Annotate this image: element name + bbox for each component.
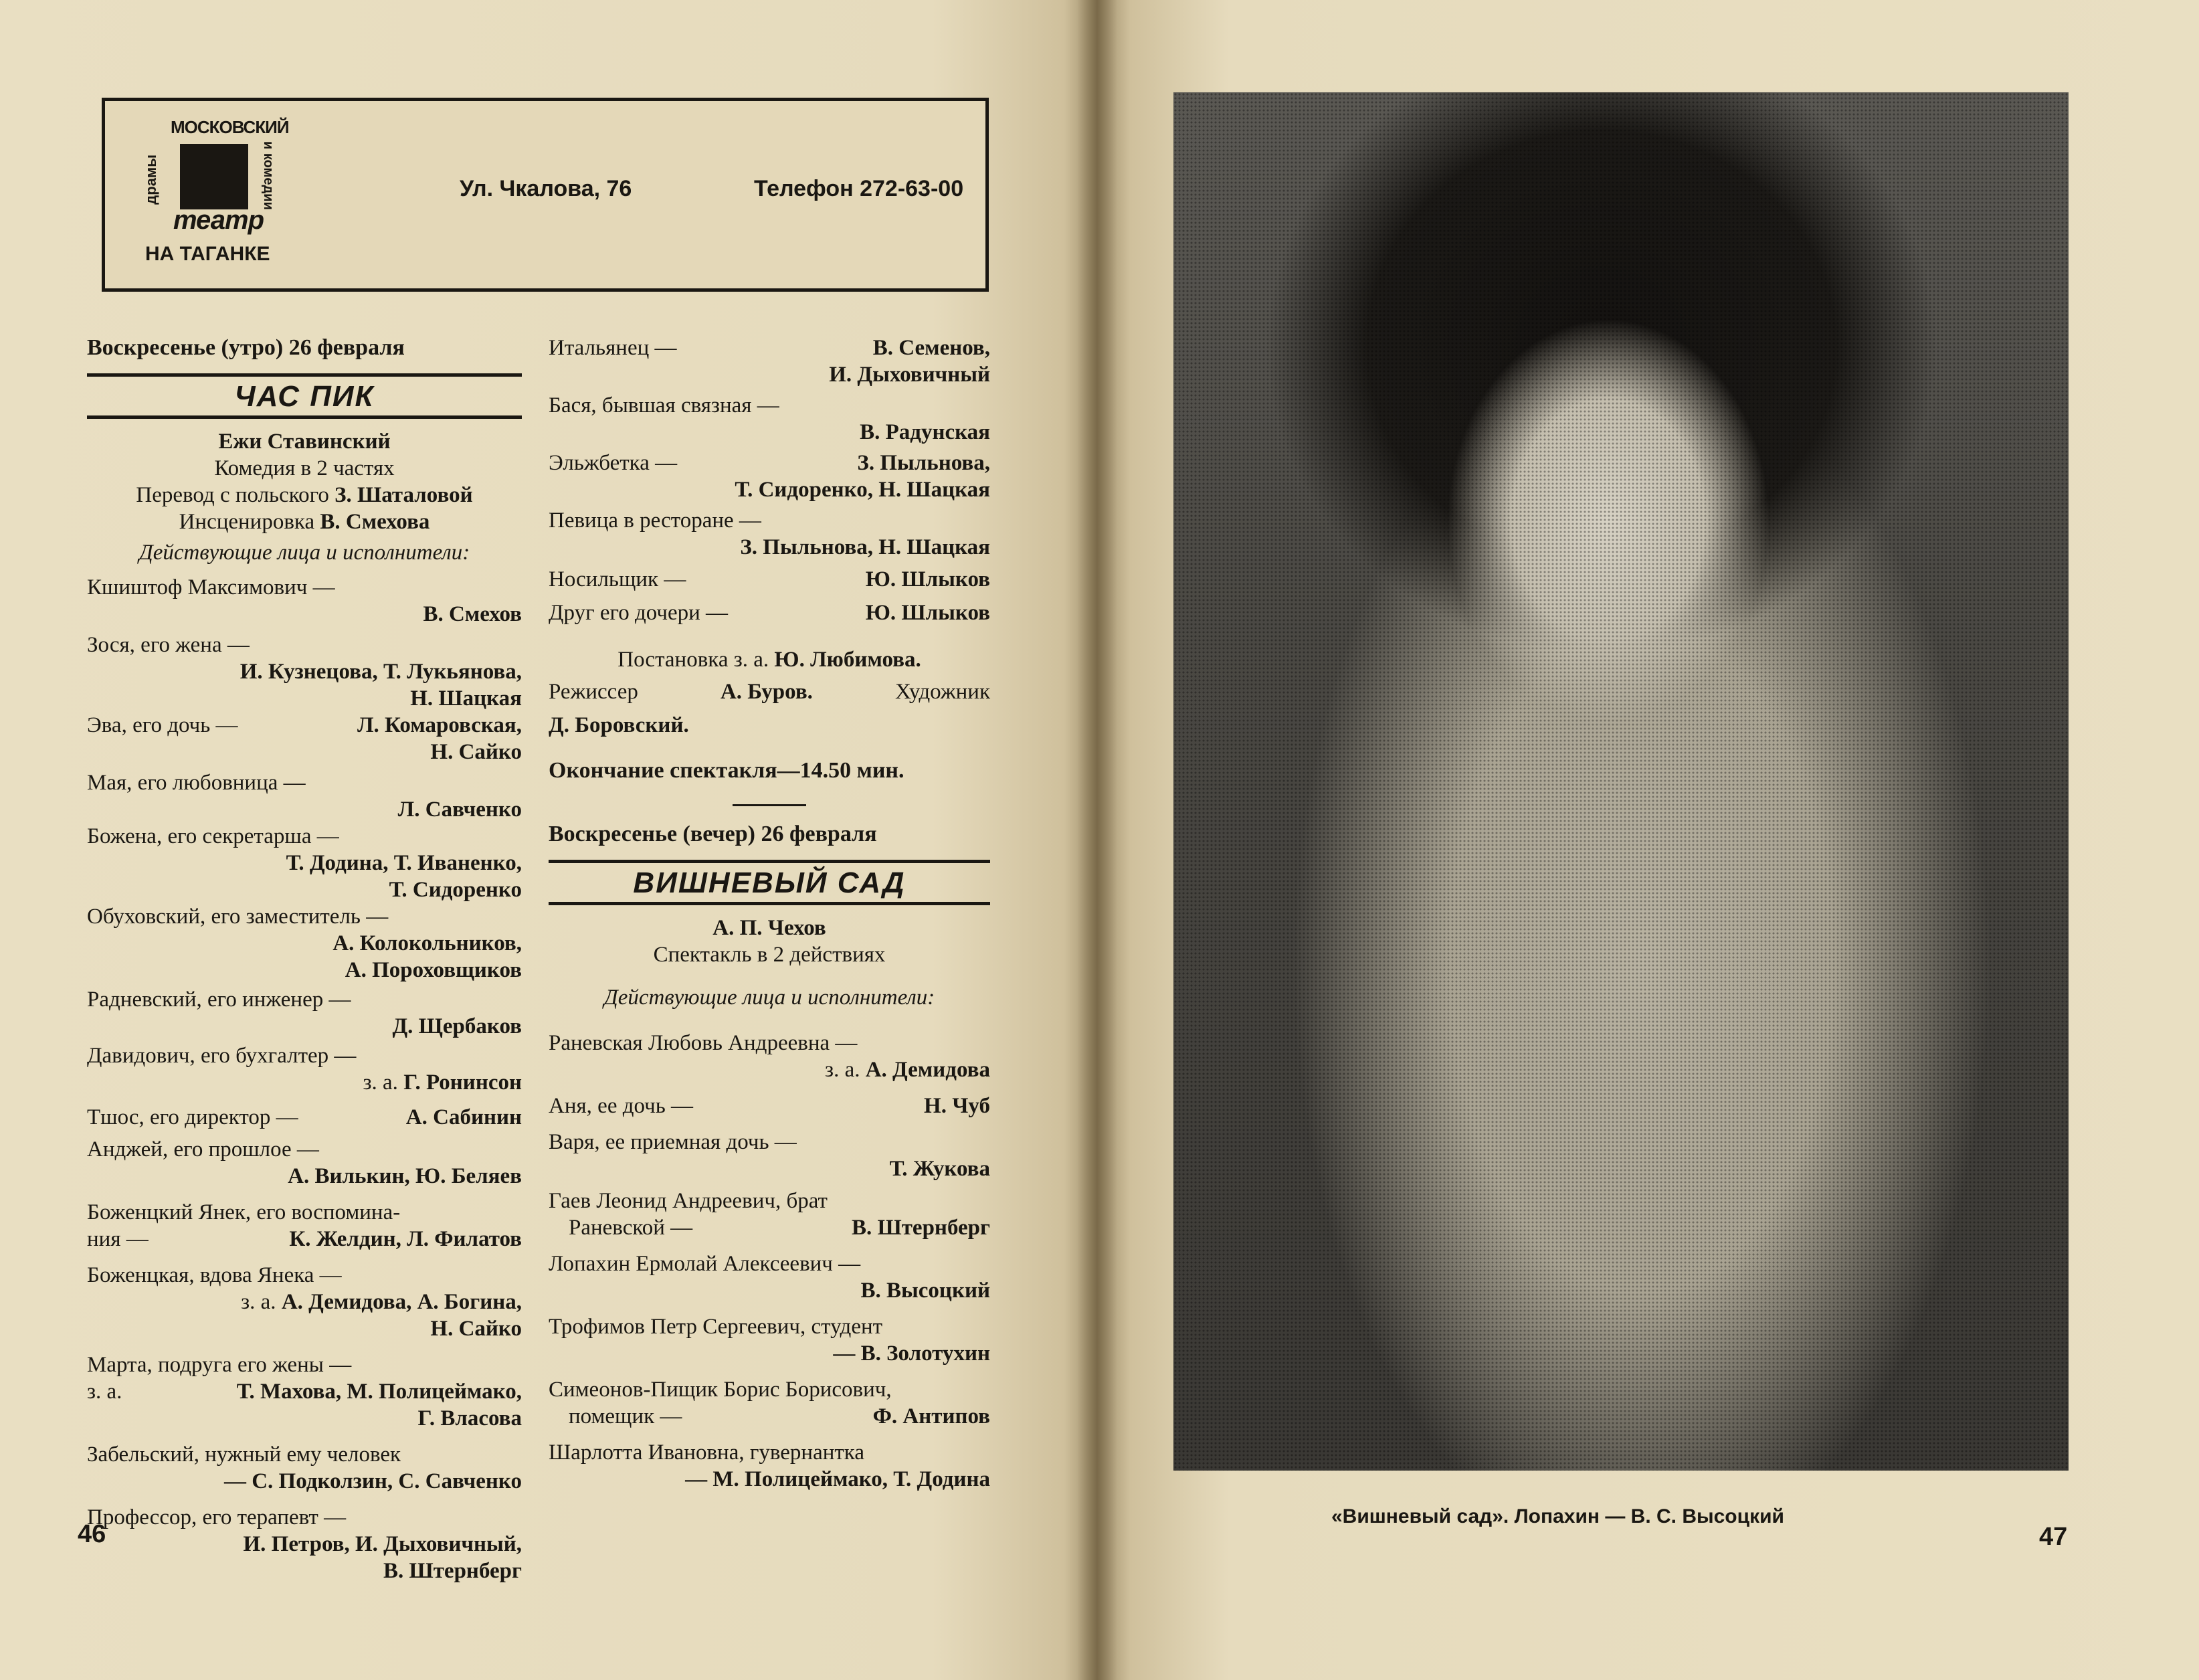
show2-cast-heading: Действующие лица и исполнители: [603, 986, 935, 1010]
cast-actor: Н. Шацкая [410, 686, 522, 711]
cast-role: Раневская Любовь Андреевна — [549, 1031, 858, 1055]
cast-actor: — В. Золотухин [833, 1341, 990, 1366]
staging-name: В. Смехова [320, 510, 430, 534]
cast-entry [549, 1250, 990, 1304]
cast-entry [549, 507, 990, 561]
artist-name: Д. Боровский. [549, 713, 689, 737]
cast-entry [87, 823, 522, 903]
cast-prefix: з. а. [241, 1290, 276, 1314]
director-label: Режиссер [549, 680, 638, 704]
cast-role: Давидович, его бухгалтер — [87, 1044, 357, 1068]
cast-entry [549, 1376, 990, 1430]
cast-role: помещик — [569, 1404, 682, 1428]
cast-actor: — М. Полицеймако, Т. Додина [685, 1467, 990, 1491]
logo-top-text: МОСКОВСКИЙ [171, 117, 289, 137]
cast-actor: И. Петров, И. Дыховичный, [243, 1532, 522, 1556]
photo-caption: «Вишневый сад». Лопахин — В. С. Высоцкий [1331, 1505, 1784, 1527]
cast-role: Эва, его дочь — [87, 713, 238, 737]
cast-actor: Т. Жукова [889, 1157, 990, 1181]
show2-genre: Спектакль в 2 действиях [653, 943, 886, 967]
show1-author: Ежи Ставинский [218, 430, 391, 454]
cast-entry [87, 574, 522, 628]
cast-actor: В. Радунская [860, 420, 990, 444]
cast-actor: А. Вилькин, Ю. Беляев [288, 1164, 522, 1188]
cast-role: Симеонов-Пищик Борис Борисович, [549, 1378, 892, 1402]
cast-entry [549, 566, 990, 593]
page-number-left: 46 [78, 1520, 106, 1548]
theatre-phone: Телефон 272-63-00 [754, 176, 964, 201]
cast-actor: А. Пороховщиков [345, 958, 522, 982]
cast-role: Гаев Леонид Андреевич, брат [549, 1189, 828, 1213]
cast-role: Боженцкая, вдова Янека — [87, 1263, 342, 1287]
cast-role: Певица в ресторане — [549, 508, 761, 533]
cast-entry [87, 1504, 522, 1584]
show1-ending: Окончание спектакля—14.50 мин. [549, 758, 904, 783]
theatre-logo [142, 117, 289, 272]
production-name: Ю. Любимова. [774, 648, 921, 672]
divider [549, 902, 990, 905]
artist-label: Художник [895, 680, 990, 704]
column-left [87, 335, 522, 1584]
cast-entry [549, 335, 990, 388]
cast-actor: Л. Савченко [397, 798, 522, 822]
cast-actor: И. Дыховичный [829, 363, 990, 387]
show1-translation [87, 482, 522, 508]
cast-actor: Н. Сайко [430, 1317, 522, 1341]
cast-entry [549, 1030, 990, 1083]
cast-entry [87, 712, 522, 765]
cast-actor: К. Желдин, Л. Филатов [289, 1227, 522, 1251]
cast-role: Раневской — [569, 1216, 693, 1240]
cast-actor: Ф. Антипов [872, 1404, 990, 1428]
cast-actor: — С. Подколзин, С. Савченко [223, 1469, 522, 1493]
cast-role: Трофимов Петр Сергеевич, студент [549, 1315, 883, 1339]
cast-actor: Л. Комаровская, [357, 713, 522, 737]
translation-name: З. Шаталовой [334, 483, 473, 507]
production-label: Постановка з. а. [617, 648, 769, 672]
cast-actor: В. Семенов, [872, 336, 990, 360]
show1-title: ЧАС ПИК [234, 380, 375, 413]
cast-entry [87, 632, 522, 712]
cast-entry [549, 450, 990, 503]
cast-prefix: з. а. [363, 1070, 398, 1095]
cast-entry [87, 1042, 522, 1096]
cast-entry [87, 903, 522, 984]
cast-role: Боженцкий Янек, его воспомина- [87, 1200, 401, 1224]
staging-label: Инсценировка [179, 510, 315, 534]
cast-role: Эльжбетка — [549, 451, 678, 475]
cast-actor: Т. Сидоренко [389, 878, 522, 902]
show2-author: А. П. Чехов [712, 916, 826, 940]
cast-role: Обуховский, его заместитель — [87, 905, 389, 929]
show1-director-line [549, 678, 990, 705]
cast-actor: Н. Сайко [430, 740, 522, 764]
cast-entry [549, 599, 990, 626]
cast-actor: Т. Сидоренко, Н. Шацкая [735, 478, 990, 502]
cast-entry [549, 1188, 990, 1241]
cast-entry [87, 1351, 522, 1432]
page-number-right: 47 [2039, 1523, 2068, 1551]
cast-actor: Ю. Шлыков [865, 567, 990, 591]
cast-entry [549, 1439, 990, 1493]
cast-role: Друг его дочери — [549, 601, 729, 625]
cast-role: Зося, его жена — [87, 633, 250, 657]
cast-actor: Г. Ронинсон [403, 1070, 522, 1095]
logo-square [180, 144, 248, 209]
cast-role: Радневский, его инженер — [87, 988, 351, 1012]
cast-role: Аня, ее дочь — [549, 1094, 694, 1118]
cast-entry [87, 1104, 522, 1131]
cast-role: Шарлотта Ивановна, гувернантка [549, 1440, 864, 1465]
column-middle [549, 335, 990, 1493]
cast-role: Анджей, его прошлое — [87, 1137, 319, 1161]
cast-role: Лопахин Ермолай Алексеевич — [549, 1252, 861, 1276]
logo-middle-text: театр [173, 205, 264, 235]
director-name: А. Буров. [720, 680, 813, 704]
cast-actor: Ю. Шлыков [865, 601, 990, 625]
cast-actor: Т. Махова, М. Полицеймако, [236, 1380, 522, 1404]
divider [87, 373, 522, 377]
cast-role: Кшиштоф Максимович — [87, 575, 335, 599]
cast-prefix: з. а. [87, 1380, 122, 1404]
cast-entry [549, 392, 990, 446]
cast-actor: А. Колокольников, [332, 931, 522, 955]
cast-entry [87, 1441, 522, 1495]
cast-actor: Т. Додина, Т. Иваненко, [286, 851, 522, 875]
cast-actor: Д. Щербаков [392, 1014, 522, 1038]
cast-actor: В. Высоцкий [860, 1279, 990, 1303]
cast-entry [549, 1129, 990, 1182]
cast-actor: В. Штернберг [383, 1559, 522, 1583]
cast-role: ния — [87, 1227, 149, 1251]
theatre-address: Ул. Чкалова, 76 [460, 176, 632, 201]
cast-actor: Г. Власова [417, 1406, 522, 1430]
cast-role: Божена, его секретарша — [87, 824, 339, 848]
cast-prefix: з. а. [825, 1058, 860, 1082]
cast-entry [87, 1136, 522, 1190]
cast-entry [549, 1313, 990, 1367]
cast-actor: А. Демидова, А. Богина, [281, 1290, 522, 1314]
cast-entry [87, 1199, 522, 1252]
halftone-texture [1173, 92, 2069, 1471]
short-divider [733, 804, 806, 806]
book-gutter [1077, 0, 1117, 1680]
translation-label: Перевод с польского [136, 483, 329, 507]
portrait-photo [1173, 92, 2069, 1471]
cast-role: Мая, его любовница — [87, 771, 306, 795]
divider [549, 860, 990, 863]
cast-actor: З. Пыльнова, Н. Шацкая [740, 535, 990, 559]
cast-actor: А. Демидова [865, 1058, 990, 1082]
logo-left-text: драмы [142, 155, 159, 205]
show1-staging [87, 508, 522, 535]
show1-genre: Комедия в 2 частях [214, 456, 395, 480]
cast-actor: Н. Чуб [924, 1094, 990, 1118]
cast-entry [549, 1093, 990, 1119]
cast-role: Забельский, нужный ему человек [87, 1442, 401, 1467]
show2-title: ВИШНЕВЫЙ САД [633, 866, 906, 899]
logo-right-text: и комедии [261, 141, 276, 210]
cast-actor: А. Сабинин [405, 1105, 522, 1129]
show1-production [549, 646, 990, 673]
cast-actor: В. Смехов [423, 602, 522, 626]
theatre-header [102, 98, 989, 292]
show1-date: Воскресенье (утро) 26 февраля [87, 335, 405, 360]
cast-role: Тшос, его директор — [87, 1105, 298, 1129]
cast-actor: З. Пыльнова, [857, 451, 990, 475]
divider [87, 415, 522, 419]
cast-actor: В. Штернберг [851, 1216, 990, 1240]
show2-date: Воскресенье (вечер) 26 февраля [549, 822, 877, 846]
cast-entry [87, 1262, 522, 1342]
logo-bottom-text: НА ТАГАНКЕ [145, 243, 270, 265]
cast-role: Итальянец — [549, 336, 677, 360]
cast-role: Профессор, его терапевт — [87, 1505, 347, 1529]
cast-entry [87, 769, 522, 823]
cast-role: Бася, бывшая связная — [549, 393, 779, 417]
cast-role: Варя, ее приемная дочь — [549, 1130, 797, 1154]
cast-role: Марта, подруга его жены — [87, 1353, 352, 1377]
cast-entry [87, 986, 522, 1040]
cast-role: Носильщик — [549, 567, 686, 591]
show1-cast-heading: Действующие лица и исполнители: [138, 541, 470, 565]
cast-actor: И. Кузнецова, Т. Лукьянова, [240, 660, 522, 684]
